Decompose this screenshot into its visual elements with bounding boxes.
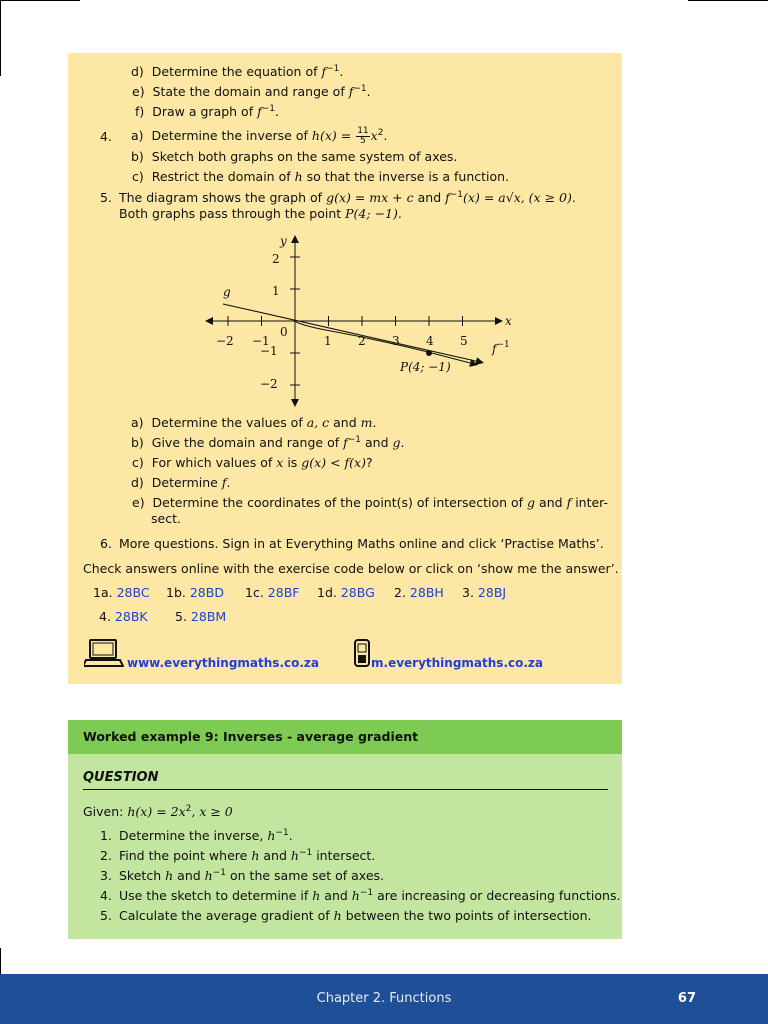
f-inverse-curve [295, 321, 474, 364]
q4b: b) Sketch both graphs on the same system of axes. [131, 149, 458, 164]
q5d: d) Determine f. [131, 475, 231, 490]
q5a: a) Determine the values of a, c and m. [131, 415, 377, 430]
web-link[interactable]: www.everythingmaths.co.za [127, 656, 319, 670]
code-link[interactable]: 28BM [190, 609, 227, 624]
crop-mark [688, 0, 768, 1]
page-footer [0, 974, 768, 1024]
worked-example-box [68, 720, 622, 939]
item-number: 4. [100, 888, 112, 903]
f-inverse-label: $f^{-1}$ [492, 340, 510, 356]
crop-mark [0, 0, 1, 76]
x-tick-label: 5 [460, 334, 468, 348]
g-label: g [223, 285, 231, 299]
answer-code[interactable]: 2. 28BH [394, 585, 444, 600]
y-axis-label: y [280, 234, 287, 248]
q3f: f) Draw a graph of $f^{-1}$. [135, 103, 279, 119]
answer-code[interactable]: 1d. 28BG [317, 585, 375, 600]
x-tick-label: 2 [358, 334, 366, 348]
code-link[interactable]: 28BJ [477, 585, 507, 600]
code-link[interactable]: 28BD [189, 585, 224, 600]
q5e: e) Determine the coordinates of the point(s) of intersection of g and f inter- [132, 495, 609, 510]
question-item: Find the point where h and $h^{-1}$ intersect. [119, 847, 376, 863]
question-item: Sketch h and $h^{-1}$ on the same set of axes. [119, 867, 384, 883]
y-tick-label: −1 [260, 344, 278, 358]
x-tick-label: −1 [252, 334, 270, 348]
point-p-label: P(4; −1) [400, 360, 451, 374]
question-label: QUESTION [83, 770, 159, 785]
q5-line1: The diagram shows the graph of g(x) = mx + c and $f^{-1}(x) = a√x$, (x ≥ 0). [119, 189, 576, 205]
y-tick-label: 1 [272, 284, 280, 298]
q3d: d) Determine the equation of $f^{-1}$. [131, 63, 344, 79]
x-tick-label: 3 [392, 334, 400, 348]
code-link[interactable]: 28BF [267, 585, 300, 600]
crop-mark [0, 0, 80, 1]
x-tick-label: 4 [426, 334, 434, 348]
x-tick-label: 1 [324, 334, 332, 348]
function-graph [68, 53, 622, 413]
q6-number: 6. [100, 536, 112, 551]
answer-code[interactable]: 1a. 28BC [93, 585, 150, 600]
answer-code[interactable]: 5. 28BM [175, 609, 227, 624]
divider [83, 789, 608, 790]
crop-mark [0, 948, 1, 974]
exercise-box [68, 53, 622, 684]
answer-code[interactable]: 4. 28BK [99, 609, 148, 624]
answer-code[interactable]: 3. 28BJ [462, 585, 507, 600]
q4c: c) Restrict the domain of h so that the inverse is a function. [132, 169, 510, 184]
q3e: e) State the domain and range of $f^{-1}$. [132, 83, 371, 99]
question-item: Use the sketch to determine if h and $h^{-1}$ are increasing or decreasing functions. [119, 887, 621, 903]
y-tick-label: −2 [260, 377, 278, 391]
question-item: Calculate the average gradient of h between the two points of intersection. [119, 908, 592, 923]
q5c: c) For which values of x is g(x) < f(x)? [132, 455, 373, 470]
item-number: 2. [100, 848, 112, 863]
item-number: 5. [100, 908, 112, 923]
q5b: b) Give the domain and range of $f^{-1}$ and g. [131, 434, 405, 450]
answer-code[interactable]: 1b. 28BD [166, 585, 224, 600]
y-tick-label: 2 [272, 252, 280, 266]
worked-example-title: Worked example 9: Inverses - average gradient [83, 729, 419, 744]
q5-number: 5. [100, 190, 112, 205]
code-link[interactable]: 28BG [340, 585, 375, 600]
worked-example-header [68, 720, 622, 754]
question-item: Determine the inverse, $h^{-1}$. [119, 827, 293, 843]
item-number: 1. [100, 828, 112, 843]
chapter-label: Chapter 2. Functions [316, 991, 452, 1006]
given-statement: Given: $h(x) = 2x^2$, x ≥ 0 [83, 803, 233, 819]
q5-line2: Both graphs pass through the point P(4; −1). [119, 206, 402, 221]
check-answers-text: Check answers online with the exercise code below or click on ‘show me the answer’. [83, 561, 619, 576]
code-link[interactable]: 28BK [114, 609, 148, 624]
q4a: a) Determine the inverse of h(x) = $\frac{11}{5}$ $x^2$. [131, 126, 388, 146]
code-link[interactable]: 28BH [409, 585, 444, 600]
answer-code[interactable]: 1c. 28BF [245, 585, 300, 600]
laptop-icon [84, 638, 124, 668]
x-axis-label: x [505, 314, 512, 328]
item-number: 3. [100, 868, 112, 883]
page-number: 67 [677, 991, 696, 1006]
q5e-continued: sect. [151, 511, 181, 526]
x-tick-label: −2 [216, 334, 234, 348]
q6-text: More questions. Sign in at Everything Maths online and click ‘Practise Maths’. [119, 536, 604, 551]
mobile-phone-icon [352, 638, 372, 668]
point-p [426, 350, 432, 356]
code-link[interactable]: 28BC [116, 585, 150, 600]
mobile-link[interactable]: m.everythingmaths.co.za [371, 656, 544, 670]
q4-number: 4. [100, 129, 112, 144]
origin-label: 0 [280, 325, 288, 339]
